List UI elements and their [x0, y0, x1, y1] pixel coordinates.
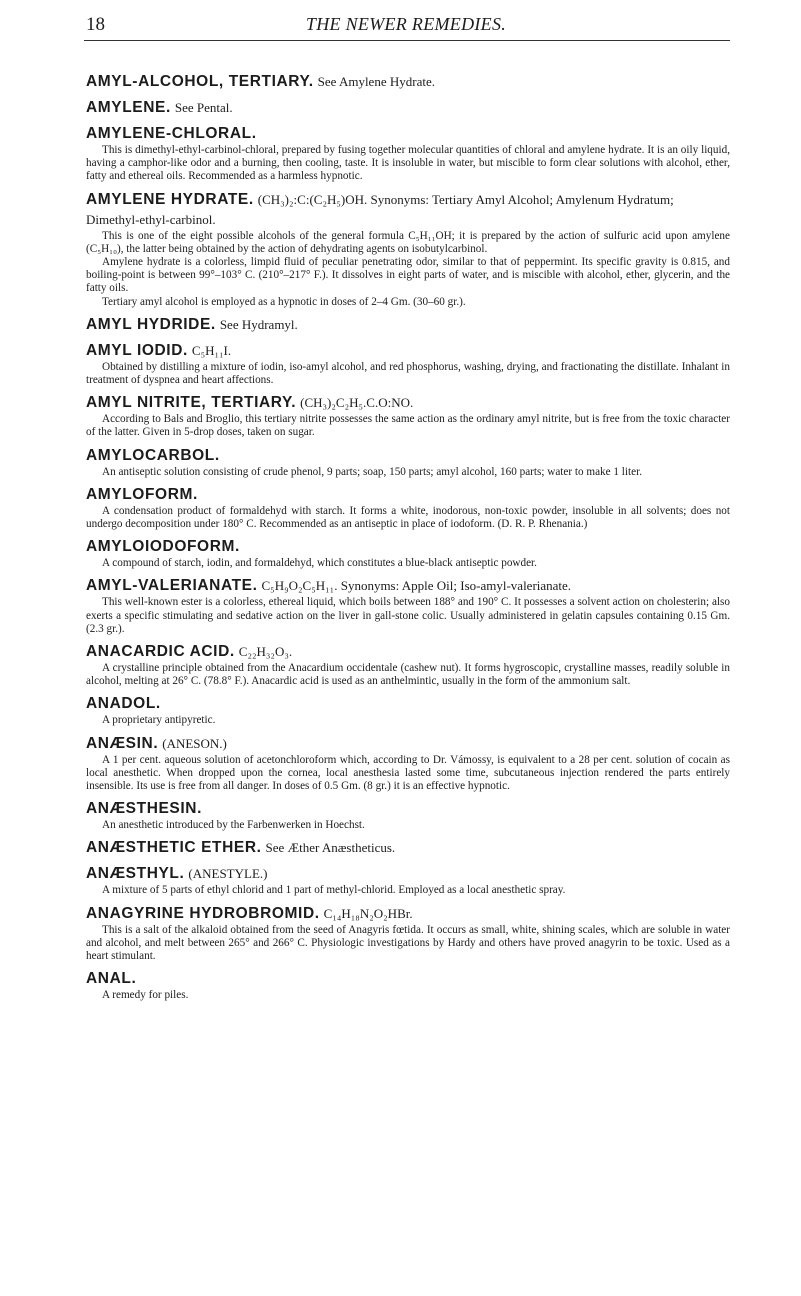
dictionary-entry	[86, 904, 730, 964]
entry-description: This is a salt of the alkaloid obtained from the seed of Anagyris fœtida. It occurs as small, white, shining scales, which are soluble in water and alcohol, and melt between 265° and 266° C. Physiologic investigations by Hardy and others have proved anagyrin to be toxic. Used as a heart stimulant.	[86, 923, 730, 963]
dictionary-entry	[86, 485, 730, 531]
entry-description: This is dimethyl-ethyl-carbinol-chloral, prepared by fusing together molecular quantities of chloral and amylene hydrate. It is an oily liquid, having a camphor-like odor and a burning, then cooling, taste. It is insoluble in water, but miscible to form clear solutions with alcohol, ether, fatty and ethereal oils. Recommended as a harmless hypnotic.	[86, 144, 730, 183]
dictionary-entry	[86, 124, 730, 184]
page-number: 18	[86, 14, 105, 35]
entry-formula-or-reference: See Amylene Hydrate.	[317, 74, 435, 89]
entry-term: ANADOL.	[86, 695, 161, 713]
dictionary-entry	[86, 98, 730, 118]
header-rule	[84, 40, 730, 41]
entry-formula-or-reference: C₂₂H₃₂O₃.	[238, 644, 293, 660]
entry-term: AMYLOIODOFORM.	[86, 538, 240, 556]
entry-formula-or-reference: (ANESON.)	[162, 735, 227, 751]
dictionary-entry	[86, 190, 730, 309]
entry-term: ANÆSIN.	[86, 734, 159, 752]
entry-term: ANACARDIC ACID.	[86, 643, 235, 661]
dictionary-entry	[86, 446, 730, 479]
entry-term: ANAL.	[86, 970, 137, 988]
entry-heading	[86, 315, 730, 335]
entry-description: A proprietary antipyretic.	[102, 714, 216, 727]
dictionary-entry	[86, 734, 730, 794]
entry-heading	[86, 98, 730, 118]
entry-heading	[86, 642, 730, 662]
dictionary-entry	[86, 576, 730, 636]
entry-description: A 1 per cent. aqueous solution of acetonchloroform which, according to Dr. Vámossy, is equivalent to a 28 per cent. solution of cocain as local anesthetic. When dropped upon the cornea, local anesthesia lasted some time, subcutaneous injection rendered the parts entirely insensible. Its use is free from all danger. In doses of 0.5 Gm. (8 gr.) it is an effective hypnotic.	[86, 753, 730, 793]
entry-term: AMYL IODID.	[86, 341, 188, 359]
dictionary-entry	[86, 315, 730, 335]
entry-heading	[86, 485, 730, 505]
entry-heading	[86, 393, 730, 413]
dictionary-entry	[86, 341, 730, 387]
dictionary-entry	[86, 969, 730, 1002]
entry-formula-or-reference: (CH₃)₂:C:(C₂H₅)OH. Synonyms: Tertiary Amyl Alcohol; Amylenum Hydratum; Dimethyl-ethyl-carbinol.	[86, 191, 674, 227]
entry-description: This is one of the eight possible alcohols of the general formula C₅H₁₁OH; it is prepared by the action of sulfuric acid upon amylene (C₅H₁₀), the latter being obtained by the action of dehydrating agents on isobutylcarbinol.	[86, 229, 730, 255]
dictionary-entry	[86, 864, 730, 897]
entry-heading	[86, 576, 730, 596]
entry-description: A crystalline principle obtained from the Anacardium occidentale (cashew nut). It forms hygroscopic, crystalline masses, readily soluble in alcohol, melting at 26° C. (78.8° F.). Anacardic acid is used as an anthelmintic, usually in the form of the ammonium salt.	[86, 662, 730, 688]
dictionary-entry	[86, 799, 730, 832]
entry-heading	[86, 694, 730, 714]
entry-heading	[86, 72, 730, 92]
dictionary-entry	[86, 642, 730, 688]
entry-heading	[86, 341, 730, 361]
entry-formula-or-reference: C₅H₉O₂C₅H₁₁. Synonyms: Apple Oil; Iso-amyl-valerianate.	[261, 578, 572, 594]
entry-formula-or-reference: See Pental.	[174, 100, 233, 115]
running-title: THE NEWER REMEDIES.	[305, 14, 507, 34]
entry-heading	[86, 864, 730, 884]
entry-term: ANAGYRINE HYDROBROMID.	[86, 904, 320, 922]
dictionary-entry	[86, 72, 730, 92]
entry-heading	[86, 446, 730, 466]
entry-heading	[86, 969, 730, 989]
entry-term: AMYLENE HYDRATE.	[86, 190, 254, 208]
entry-term: AMYLENE.	[86, 99, 171, 116]
entry-description: A compound of starch, iodin, and formaldehyd, which constitutes a blue-black antiseptic powder.	[102, 557, 537, 570]
entry-description: A condensation product of formaldehyd with starch. It forms a white, inodorous, non-toxic powder, insoluble in all solvents; does not undergo decomposition under 180° C. Recommended as an antiseptic in place of iodoform. (D. R. P. Rhenania.)	[86, 504, 730, 531]
entry-description: A remedy for piles.	[102, 989, 189, 1002]
entry-formula-or-reference: (CH₃)₂C₂H₅.C.O:NO.	[300, 395, 414, 411]
entry-description: Obtained by distilling a mixture of iodin, iso-amyl alcohol, and red phosphorus, washing, drying, and fractionating the distillate. Inhalant in treatment of dyspnea and heart affections.	[86, 360, 730, 387]
entry-term: ANÆSTHETIC ETHER.	[86, 839, 262, 857]
entry-description: This well-known ester is a colorless, ethereal liquid, which boils between 188° and 190° C. It possesses a solvent action on cholesterin; also exerts a specific stimulating and sedative action on the liver in gall-stone colic. Usually administered in gelatin capsules containing 0.15 Gm. (2.3 gr.).	[86, 596, 730, 635]
entry-formula-or-reference: C₁₄H₁₈N₂O₂HBr.	[323, 905, 413, 921]
entry-heading	[86, 190, 730, 230]
entry-description: An antiseptic solution consisting of crude phenol, 9 parts; soap, 150 parts; amyl alcohol, 160 parts; water to make 1 liter.	[102, 465, 642, 478]
dictionary-entry	[86, 537, 730, 570]
dictionary-entry	[86, 838, 730, 858]
entry-heading	[86, 537, 730, 557]
entry-heading	[86, 904, 730, 924]
entry-term: AMYLOFORM.	[86, 485, 198, 503]
entry-formula-or-reference: See Hydramyl.	[219, 316, 298, 332]
entry-description: A mixture of 5 parts of ethyl chlorid and 1 part of methyl-chlorid. Employed as a local anesthetic spray.	[102, 884, 566, 897]
entry-term: AMYLENE-CHLORAL.	[86, 125, 257, 142]
dictionary-entry	[86, 694, 730, 727]
entry-heading	[86, 838, 730, 858]
page-header	[86, 14, 726, 38]
entry-term: ANÆSTHYL.	[86, 865, 185, 883]
entry-description: An anesthetic introduced by the Farbenwerken in Hoechst.	[102, 819, 365, 832]
entry-term: AMYL-ALCOHOL, TERTIARY.	[86, 73, 314, 90]
dictionary-entry	[86, 393, 730, 439]
entry-description: Amylene hydrate is a colorless, limpid fluid of peculiar penetrating odor, similar to that of peppermint. Its specific gravity is 0.815, and boiling-point is between 99°–103° C. (210°–217° F.). It dissolves in eight parts of water, and is miscible with alcohol, ether, glycerin, and the fatty oils.	[86, 256, 730, 295]
entry-term: AMYL NITRITE, TERTIARY.	[86, 394, 297, 412]
entry-term: AMYLOCARBOL.	[86, 446, 220, 464]
entry-formula-or-reference: (ANESTYLE.)	[188, 866, 268, 882]
entry-description: According to Bals and Broglio, this tertiary nitrite possesses the same action as the ordinary amyl nitrite, but is free from the toxic character of the latter. Given in 5-drop doses, taken on sugar.	[86, 413, 730, 439]
entry-formula-or-reference: See Æther Anæstheticus.	[265, 840, 396, 856]
dictionary-entries	[86, 72, 730, 1009]
entry-heading	[86, 799, 730, 819]
entry-description: Tertiary amyl alcohol is employed as a hypnotic in doses of 2–4 Gm. (30–60 gr.).	[102, 295, 466, 308]
entry-term: ANÆSTHESIN.	[86, 800, 202, 818]
entry-heading	[86, 734, 730, 754]
entry-term: AMYL-VALERIANATE.	[86, 577, 258, 595]
entry-formula-or-reference: C₅H₁₁I.	[191, 342, 232, 358]
entry-heading	[86, 124, 730, 144]
entry-term: AMYL HYDRIDE.	[86, 315, 216, 333]
